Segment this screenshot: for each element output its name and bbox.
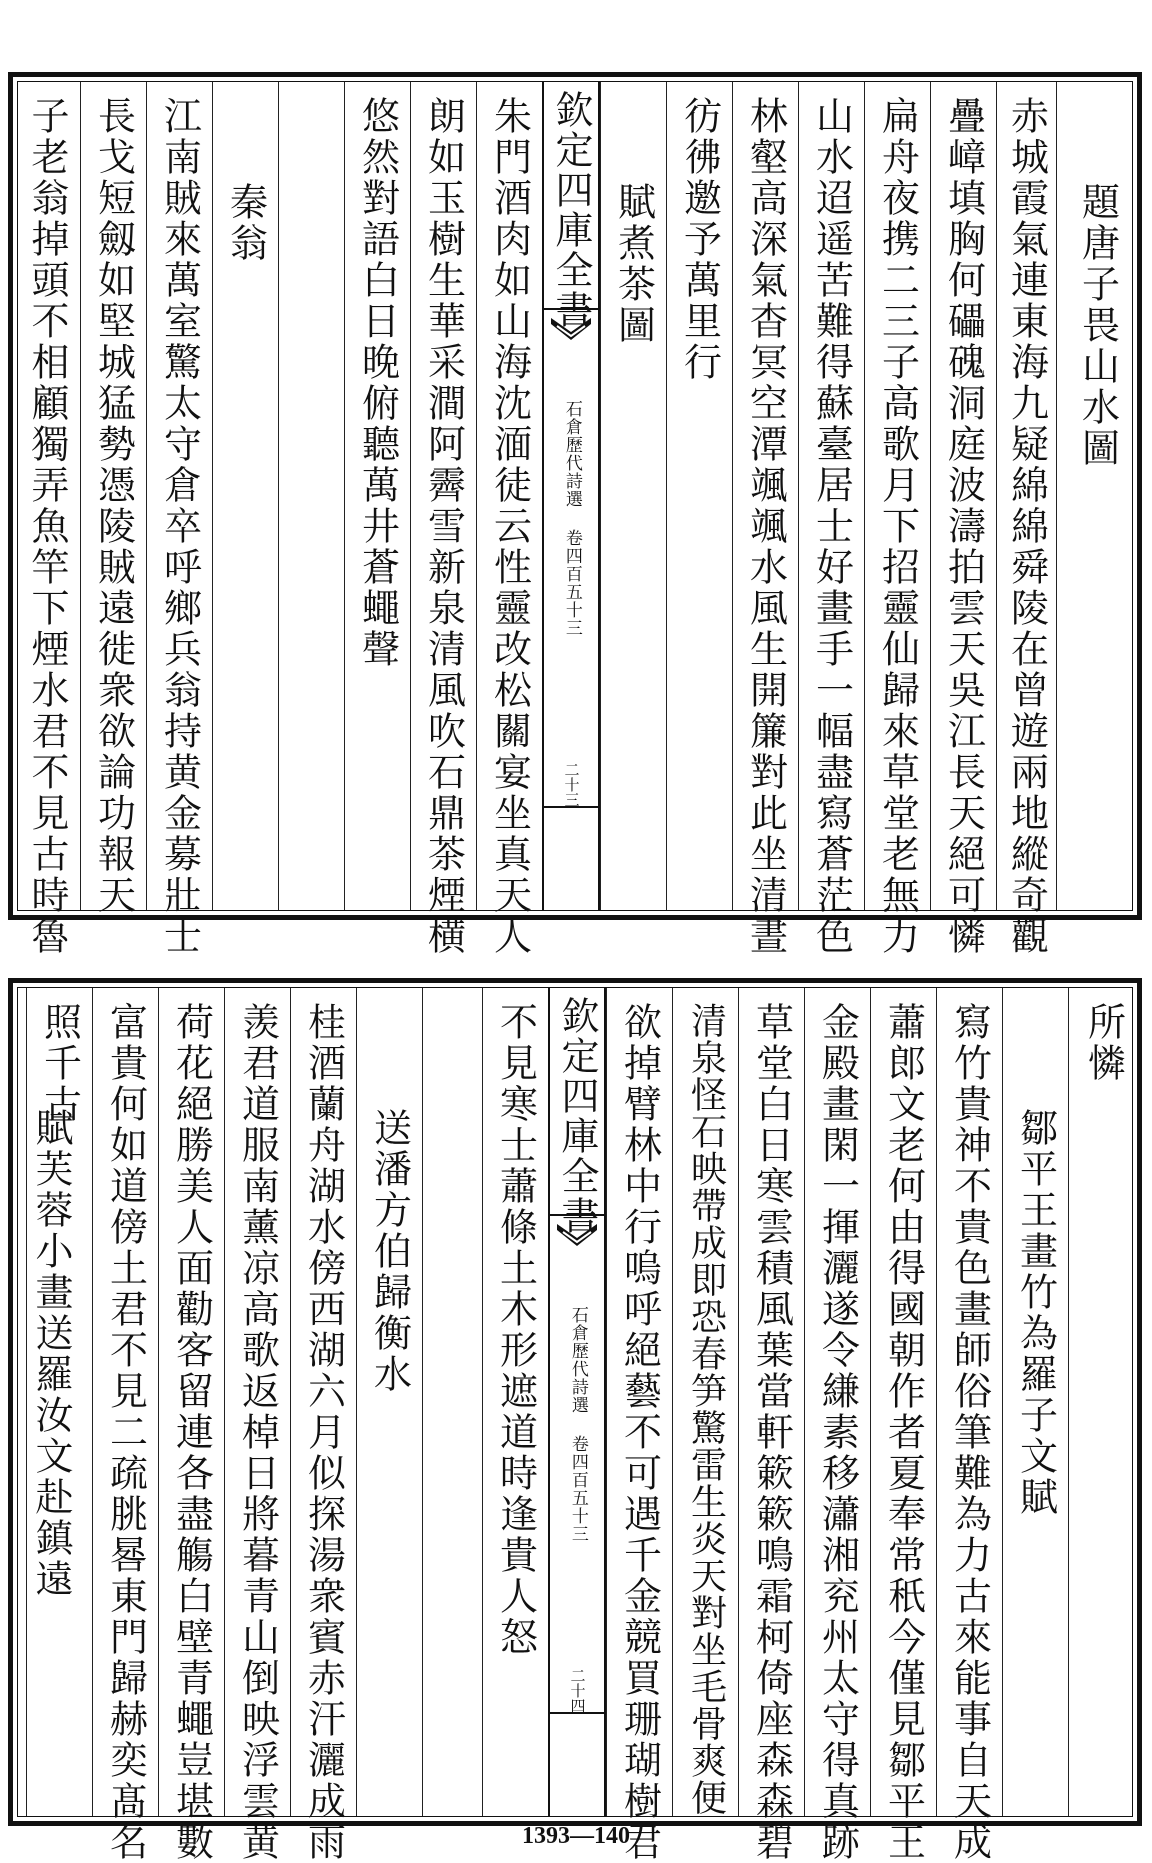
page-label: 二十四 — [568, 1668, 587, 1713]
text-column — [158, 988, 224, 1863]
text-column — [738, 988, 804, 1863]
text-column — [930, 82, 996, 957]
spine-rule — [550, 1712, 604, 1714]
spine-rule — [544, 308, 598, 310]
fishtail-mark-icon — [549, 316, 593, 346]
verse-line: 寫竹貴神不貴色畫師俗筆難為力古來能事自天成 — [947, 1002, 992, 1863]
library-title: 欽定四庫全書 — [549, 90, 593, 330]
center-spine — [548, 988, 606, 1816]
verse-line: 羡君道服南薰凉高歌返棹日將暮青山倒映浮雲黄 — [235, 1002, 280, 1863]
text-column — [290, 988, 356, 1863]
source-title: 石倉歷代詩選 卷四百五十三 — [567, 1306, 588, 1543]
text-column — [410, 82, 476, 957]
fishtail-mark-icon — [555, 1222, 599, 1252]
upper-half-page — [8, 72, 1142, 957]
text-column — [422, 988, 482, 1816]
verse-line: 荷花絕勝美人面勸客留連各盡觴白壁青蠅豈堪數 — [169, 1002, 214, 1863]
text-column — [92, 988, 158, 1863]
text-column — [870, 988, 936, 1863]
text-column — [1056, 82, 1138, 910]
text-column — [732, 82, 798, 957]
text-column — [482, 988, 548, 1816]
verse-line: 所憐 — [1081, 1002, 1126, 1084]
verse-line: 富貴何如道傍土君不見二疏朓晷東門歸赫奕髙名 — [103, 1002, 148, 1863]
text-column — [606, 988, 672, 1863]
verse-line: 赤城霞氣連東海九疑綿綿舜陵在曾遊兩地縱奇觀 — [1004, 96, 1049, 957]
text-column — [14, 82, 80, 957]
text-frame — [17, 81, 1133, 957]
verse-line: 長戈短劔如堅城猛勢憑陵賊遠徙衆欲論功報天 — [91, 96, 136, 916]
text-column — [14, 988, 88, 1816]
verse-line: 山水迢遥苦難得蘇臺居士好畫手一幅盡寫蒼茫色 — [809, 96, 854, 957]
verse-line: 照千古 — [37, 1002, 82, 1125]
verse-line: 金殿畫閑一揮灑遂令縑素移瀟湘兖州太守得真跡 — [815, 1002, 860, 1863]
text-column — [1068, 988, 1138, 1816]
verse-line: 欲掉臂林中行嗚呼絕藝不可遇千金競買珊瑚樹君 — [617, 1002, 662, 1863]
poem-title: 賦芙蓉小畫送羅汝文赴鎮遠 — [29, 1108, 73, 1600]
text-column — [476, 82, 542, 957]
verse-line: 清泉怪石映帶成即恐春笋驚雷生炎天對坐毛骨爽便 — [685, 1002, 727, 1816]
text-column — [80, 82, 146, 916]
spine-rule — [544, 806, 598, 808]
verse-line: 疊嶂填胸何礧磈洞庭波濤拍雲天吳江長天絕可憐 — [941, 96, 986, 957]
text-column — [996, 82, 1056, 957]
text-column — [1002, 988, 1068, 1816]
text-column — [672, 988, 738, 1816]
verse-line: 蕭郎文老何由得國朝作者夏奉常秖今僅見鄒平王 — [881, 1002, 926, 1863]
text-column — [356, 988, 422, 1816]
text-column — [146, 82, 212, 957]
spine-rule — [550, 1214, 604, 1216]
verse-line: 草堂白日寒雲積風葉當軒簌簌鳴霜柯倚座森森碧 — [749, 1002, 794, 1863]
verse-line: 扁舟夜携二三子高歌月下招靈仙歸來草堂老無力 — [875, 96, 920, 957]
poem-title: 題唐子畏山水圖 — [1075, 182, 1120, 469]
text-column — [804, 988, 870, 1863]
verse-line: 江南賊來萬室驚太守倉卒呼鄉兵翁持黄金募壯士 — [157, 96, 202, 957]
text-column — [344, 82, 410, 910]
text-column — [798, 82, 864, 957]
poem-title: 鄒平王畫竹為羅子文賦 — [1013, 1108, 1058, 1518]
library-title: 欽定四庫全書 — [555, 996, 599, 1236]
poem-title: 秦翁 — [223, 182, 268, 264]
verse-line: 悠然對語白日晚俯聽萬井蒼蠅聲 — [355, 96, 400, 670]
text-column — [936, 988, 1002, 1863]
page-label: 二十三 — [562, 762, 581, 807]
poem-title: 賦煮茶圖 — [611, 182, 656, 346]
verse-line: 朱門酒肉如山海沈湎徒云性靈改松關宴坐真天人 — [487, 96, 532, 957]
text-column — [278, 82, 344, 910]
text-column — [864, 82, 930, 957]
text-column — [224, 988, 290, 1863]
text-column — [212, 82, 278, 910]
verse-line: 林壑高深氣杳冥空潭颯颯水風生開簾對此坐清晝 — [743, 96, 788, 957]
source-title: 石倉歷代詩選 卷四百五十三 — [561, 400, 582, 637]
text-column — [600, 82, 666, 910]
verse-line: 桂酒蘭舟湖水傍西湖六月似探湯衆賓赤汗灑成雨 — [301, 1002, 346, 1863]
verse-line: 子老翁掉頭不相顧獨弄魚竿下煙水君不見古時魯 — [25, 96, 69, 957]
verse-line: 朗如玉樹生華采澗阿霽雪新泉清風吹石鼎茶煙横 — [421, 96, 466, 957]
text-column — [666, 82, 732, 910]
poem-title: 送潘方伯歸衡水 — [367, 1108, 412, 1395]
page-number: 1393—140 — [522, 1823, 630, 1849]
verse-line: 彷彿邀予萬里行 — [677, 96, 722, 383]
center-spine — [542, 82, 600, 910]
verse-line: 不見寒士蕭條土木形遮道時逢貴人怒 — [493, 1002, 538, 1658]
